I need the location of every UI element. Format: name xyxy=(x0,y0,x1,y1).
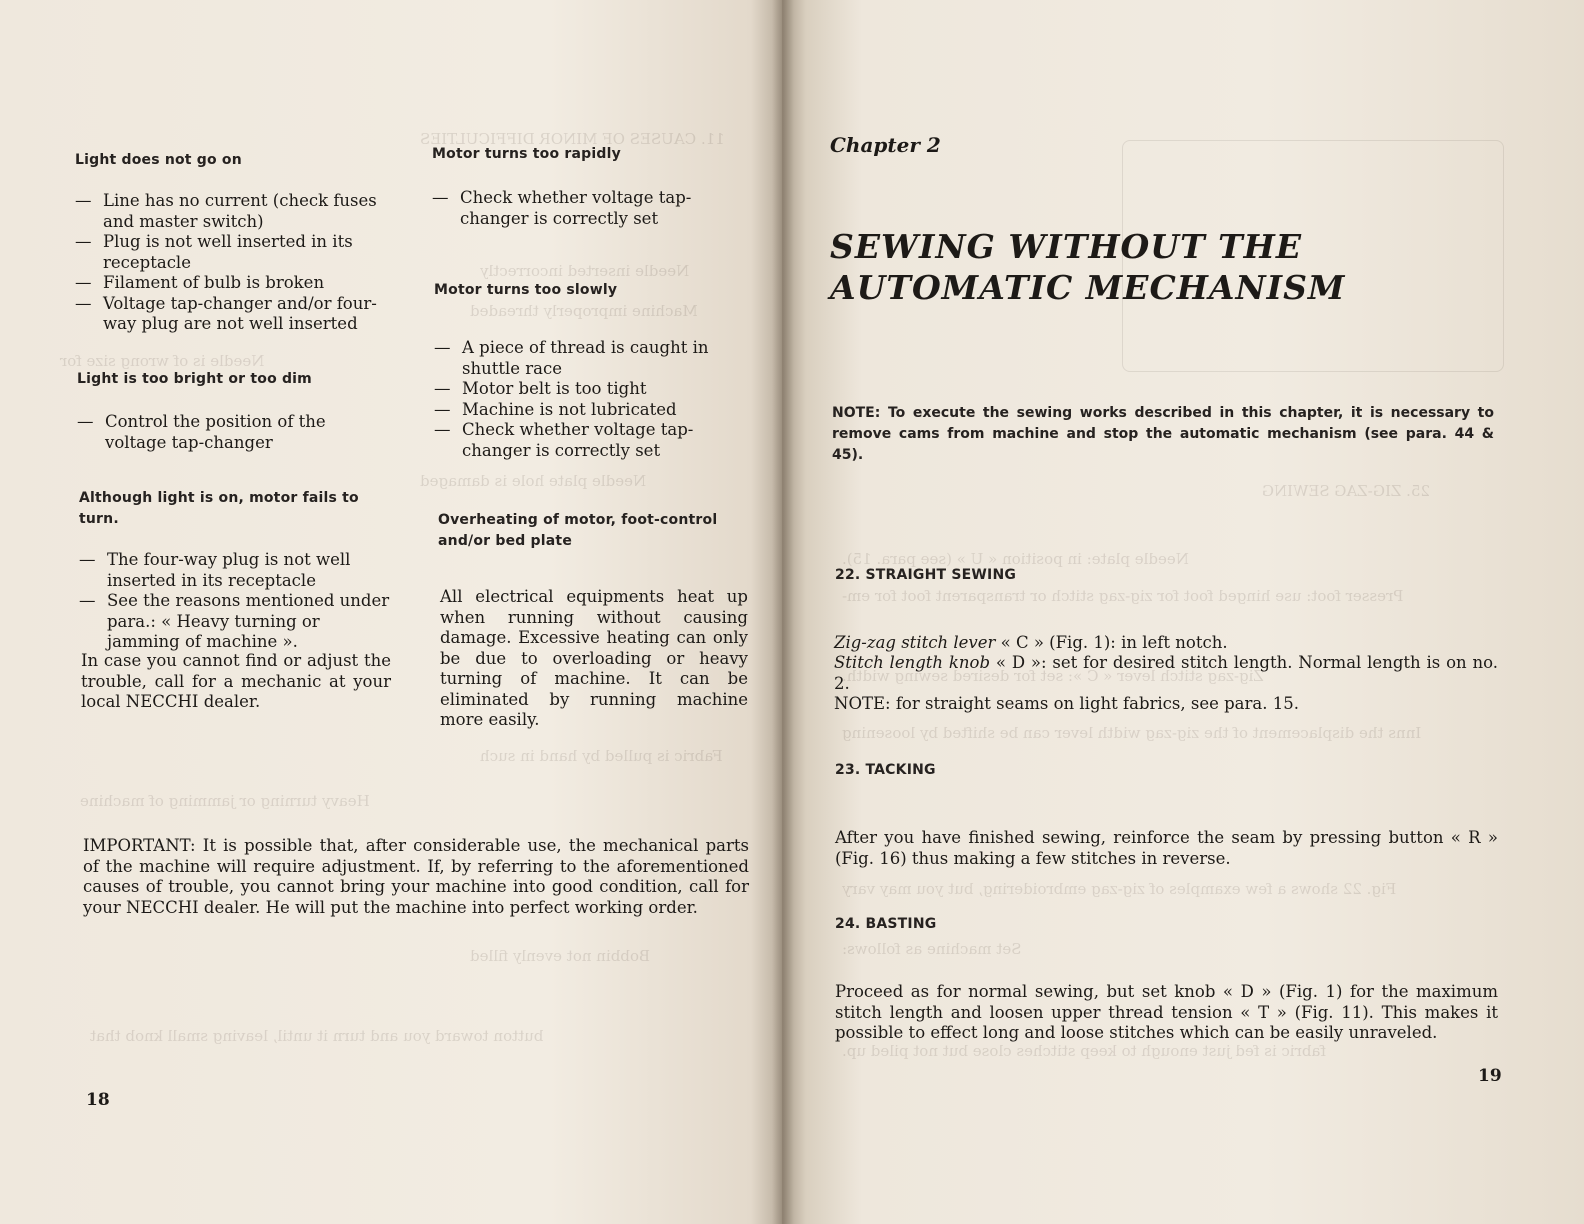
section-heading-overheating: Overheating of motor, foot-control and/or bed plate xyxy=(438,512,718,549)
light-brightness-list xyxy=(77,412,387,453)
section-heading-motor-slow: Motor turns too slowly xyxy=(434,282,618,298)
left-page: 11. CAUSES OF MINOR DIFFICULTIES Needle inserted incorrectly Machine improperly threaded Needle is of wrong size for Needle plate hole is damaged Heavy turning or jamming of machine Fabric is pulled by hand in such Bobbin not evenly filled button toward you and turn it until, leaving small knob that Light does not go on — Line has no current (check fuses and master switch) — Plug is not well inserted in its receptacle — Filament of bulb is broken — Voltage tap-changer and/or four-way plug are not well inserted Light is too bright or too dim — Control the position of the voltage tap-changer Although light is on, motor fails to turn. — The four-way plug is not well inserted in its receptacle — See the reasons mentioned under para.: « Heavy turning or jamming of machine ». In case you cannot find or adjust the trouble, call for a mechanic at your local NECCHI dealer. Motor turns too rapidly — Check whether voltage tap-changer is correctly set Motor turns too slowly — A piece of thread is caught in shuttle race — Motor belt is too tight — Machine is not lubricated — Check whether voltage tap-changer is correctly set Overheating of motor, foot-control and/or bed plate All electrical equipments heat up when running without causing damage. Excessive heating can only be due to overloading or heavy turning of machine. It can be eliminated by running machine more easily. IMPORTANT: It is possible that, after considerable use, the mechanical parts of the machine will require adjustment. If, by referring to the aforementioned causes of trouble, you cannot bring your machine into good condition, call for your NECCHI dealer. He will put the machine into perfect working order. 18 xyxy=(0,0,782,1224)
page-number-left: 18 xyxy=(86,1090,110,1110)
book-gutter xyxy=(772,0,794,1224)
light-off-list xyxy=(75,191,385,335)
stitch-knob-text: « D »: set for desired stitch length. Normal length is on no. 2. xyxy=(834,653,1499,693)
title-line-2: AUTOMATIC MECHANISM xyxy=(830,268,1346,307)
straight-sewing-note: NOTE: for straight seams on light fabrics, see para. 15. xyxy=(834,694,1299,713)
chapter-label: Chapter 2 xyxy=(830,133,941,157)
basting-text: Proceed as for normal sewing, but set knob « D » (Fig. 1) for the maximum stitch length and loosen upper thread tension « T » (Fig. 11). This makes it possible to effect long and loose stitches which can be easily unraveled. xyxy=(835,982,1498,1042)
important-notice: IMPORTANT: It is possible that, after considerable use, the mechanical parts of the machine will require adjustment. If, by referring to the aforementioned causes of trouble, you cannot bring your machine into good condition, call for your NECCHI dealer. He will put the machine into perfect working order. xyxy=(83,836,749,917)
list-item: — Check whether voltage tap-changer is correctly set xyxy=(432,188,740,229)
list-item: — Machine is not lubricated xyxy=(434,400,742,421)
dealer-advice: In case you cannot find or adjust the trouble, call for a mechanic at your local NECCHI dealer. xyxy=(81,651,391,711)
zigzag-lever-text: « C » (Fig. 1): in left notch. xyxy=(1000,633,1228,652)
chapter-note xyxy=(832,403,1494,466)
title-line-1: SEWING WITHOUT THE xyxy=(830,227,1303,266)
motor-slow-list xyxy=(434,338,742,461)
list-item: — A piece of thread is caught in shuttle race xyxy=(434,338,742,379)
section-heading-motor-rapid: Motor turns too rapidly xyxy=(432,146,621,162)
chapter-title xyxy=(830,226,1345,308)
page-number-right: 19 xyxy=(1478,1066,1502,1086)
list-item: — Motor belt is too tight xyxy=(434,379,742,400)
straight-sewing-lever xyxy=(834,633,1498,654)
list-item: — Check whether voltage tap-changer is correctly set xyxy=(434,420,742,461)
section-heading-tacking: 23. TACKING xyxy=(835,762,936,778)
tacking-text: After you have finished sewing, reinforce the seam by pressing button « R » (Fig. 16) thus making a few stitches in reverse. xyxy=(835,828,1498,868)
straight-sewing-knob xyxy=(834,653,1498,694)
note-label: NOTE: xyxy=(832,405,881,421)
list-item: — Plug is not well inserted in its receptacle xyxy=(75,232,385,273)
note-text: To execute the sewing works described in this chapter, it is necessary to remove cams from machine and stop the automatic mechanism (see para. 44 & 45). xyxy=(832,405,1494,463)
right-page: 25. ZIG-ZAG SEWING Needle plate: in position « U » (see para. 15). Presser foot: use hinged foot for zig-zag stitch or transparent foot for em- Zig-zag stitch lever « C »: set for desired sewing width. Inns the displacement of the zig-zag width lever can be shifted by loosening Fig. 22 shows a few examples of zig-zag embroidering, but you may vary Set machine as follows: fabric is fed just enough to keep stitches close but not piled up. Chapter 2 SEWING WITHOUT THE AUTOMATIC MECHANISM NOTE: To execute the sewing works described in this chapter, it is necessary to remove cams from machine and stop the automatic mechanism (see para. 44 & 45). 22. STRAIGHT SEWING Zig-zag stitch lever « C » (Fig. 1): in left notch. Stitch length knob « D »: set for desired stitch length. Normal length is on no. 2. NOTE: for straight seams on light fabrics, see para. 15. 23. TACKING After you have finished sewing, reinforce the seam by pressing button « R » (Fig. 16) thus making a few stitches in reverse. 24. BASTING Proceed as for normal sewing, but set knob « D » (Fig. 1) for the maximum stitch length and loosen upper thread tension « T » (Fig. 11). This makes it possible to effect long and loose stitches which can be easily unraveled. 19 xyxy=(782,0,1584,1224)
list-item: — See the reasons mentioned under para.: « Heavy turning or jamming of machine ». xyxy=(79,591,391,653)
section-heading-basting: 24. BASTING xyxy=(835,916,937,932)
section-heading-light-off: Light does not go on xyxy=(75,152,242,168)
list-item: — Voltage tap-changer and/or four-way plug are not well inserted xyxy=(75,294,385,335)
section-heading-light-brightness: Light is too bright or too dim xyxy=(77,371,312,387)
section-heading-motor-fails: Although light is on, motor fails to turn. xyxy=(79,490,359,527)
stitch-knob-label: Stitch length knob xyxy=(834,653,991,672)
list-item: — Control the position of the voltage tap-changer xyxy=(77,412,387,453)
motor-fails-list xyxy=(79,550,391,653)
list-item: — The four-way plug is not well inserted in its receptacle xyxy=(79,550,391,591)
section-heading-straight-sewing: 22. STRAIGHT SEWING xyxy=(835,567,1017,583)
overheating-text: All electrical equipments heat up when running without causing damage. Excessive heating can only be due to overloading or heavy turning of machine. It can be eliminated by running machine more easily. xyxy=(440,587,748,729)
list-item: — Filament of bulb is broken xyxy=(75,273,385,294)
zigzag-lever-label: Zig-zag stitch lever xyxy=(834,633,996,652)
motor-rapid-list xyxy=(432,188,740,229)
list-item: — Line has no current (check fuses and master switch) xyxy=(75,191,385,232)
